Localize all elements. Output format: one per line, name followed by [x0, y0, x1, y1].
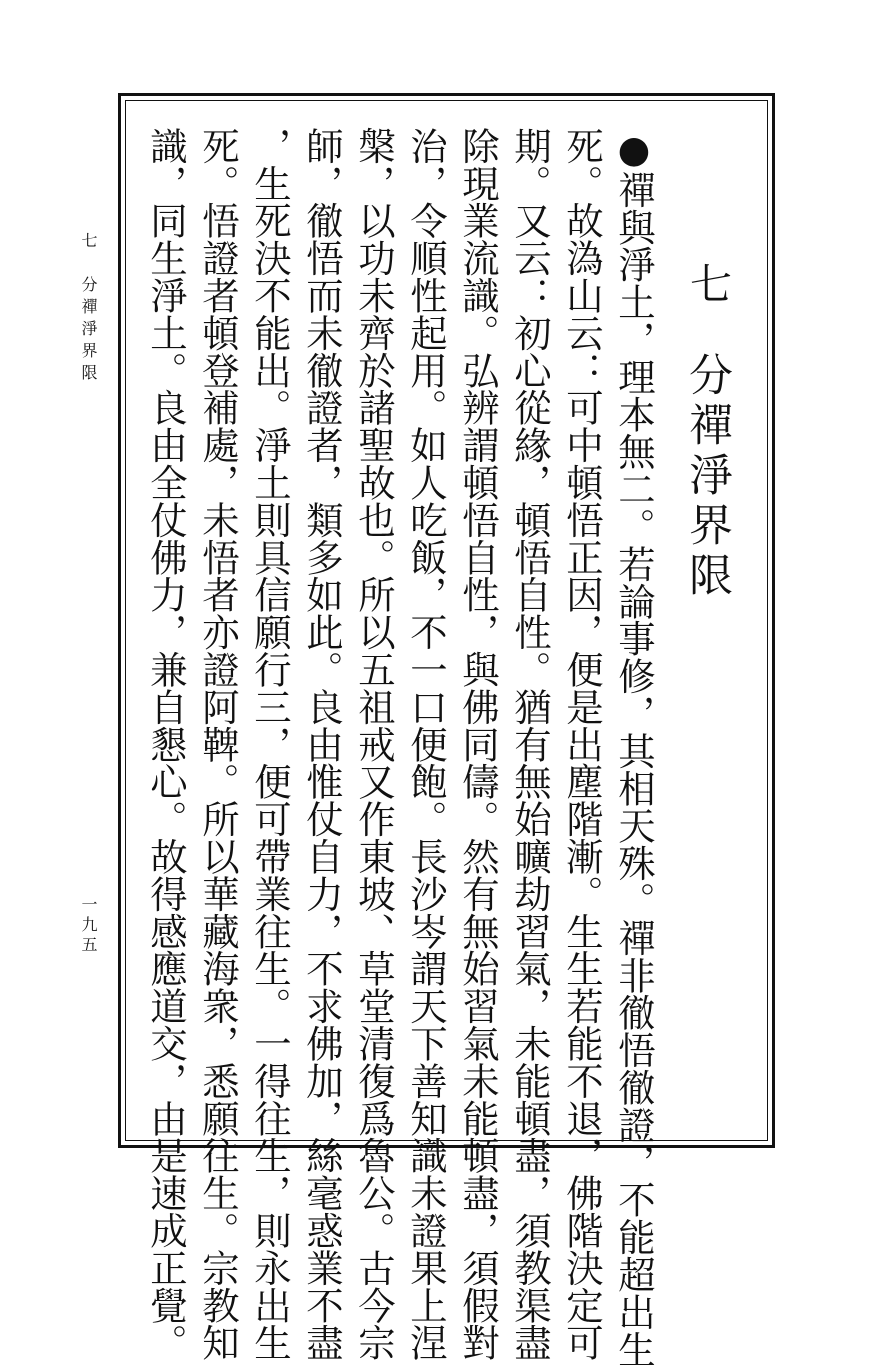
running-header-chapter-number: 七 — [79, 232, 98, 254]
running-header — [80, 232, 100, 386]
body-column-6: 槃，以功未齊於諸聖故也。所以五祖戒又作東坡、草堂清復爲魯公。古今宗 — [352, 127, 396, 1362]
body-column-10: 識，同生淨土。良由全仗佛力，兼自懇心。故得感應道交，由是速成正覺。 — [144, 127, 188, 1362]
body-column-9: 死。悟證者頓登補處，未悟者亦證阿鞞。所以華藏海衆，悉願往生。宗教知 — [196, 127, 240, 1362]
section-number: 七 — [684, 262, 733, 304]
body-column-4: 除現業流識。弘辨謂頓悟自性，與佛同儔。然有無始習氣未能頓盡，須假對 — [456, 127, 500, 1362]
body-column-5: 治，令順性起用。如人吃飯，不一口便飽。長沙岑謂天下善知識未證果上涅 — [404, 127, 448, 1362]
body-column-7: 師，徹悟而未徹證者，類多如此。良由惟仗自力，不求佛加，絲毫惑業不盡 — [300, 127, 344, 1362]
running-header-chapter-title: 分禪淨界限 — [79, 276, 98, 386]
running-header-spacer — [79, 254, 98, 276]
body-column-3: 期。又云：初心從緣，頓悟自性。猶有無始曠劫習氣，未能頓盡，須教渠盡 — [508, 127, 552, 1362]
body-column-8: ，生死決不能出。淨土則具信願行三，便可帶業往生。一得往生，則永出生 — [248, 127, 292, 1362]
body-column-2: 死。故溈山云：可中頓悟正因，便是出塵階漸。生生若能不退，佛階決定可 — [560, 127, 604, 1362]
body-column-1: ●禪與淨土，理本無二。若論事修，其相天殊。禪非徹悟徹證，不能超出生 — [612, 127, 656, 1368]
section-title: 分禪淨界限 — [681, 352, 732, 602]
page-number: 一九五 — [79, 896, 98, 956]
